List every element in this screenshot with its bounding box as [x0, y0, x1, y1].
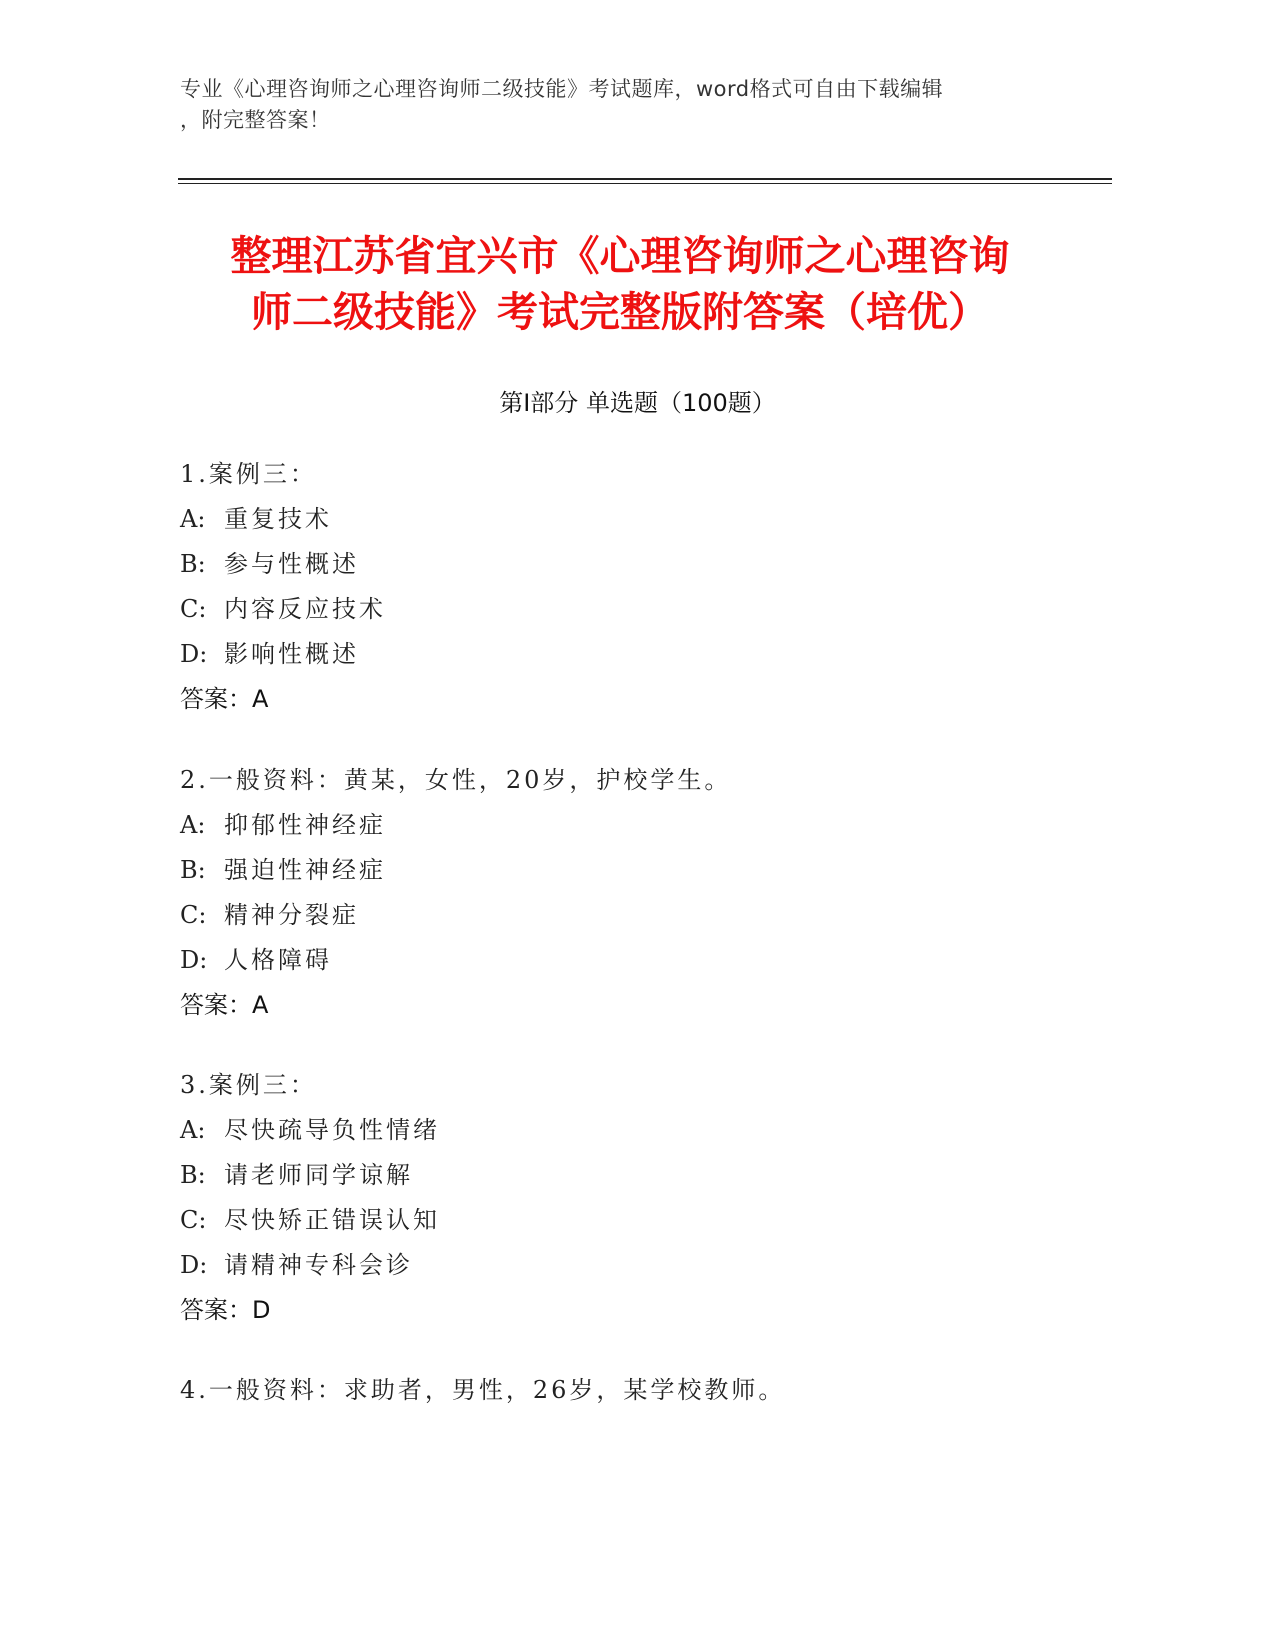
intro-line-1: 专业《心理咨询师之心理咨询师二级技能》考试题库，word格式可自由下载编辑	[180, 77, 944, 101]
option-letter: A:	[180, 1116, 206, 1144]
option-text: 尽快疏导负性情绪	[224, 1116, 440, 1144]
answer-label: 答案：D	[180, 1296, 271, 1324]
option-c	[180, 1198, 1080, 1243]
answer-label: 答案：A	[180, 991, 269, 1019]
option-c	[180, 587, 1080, 632]
option-a	[180, 1108, 1080, 1153]
option-letter: D:	[180, 946, 208, 974]
question-stem: 3.案例三：	[180, 1071, 317, 1099]
option-text: 内容反应技术	[224, 595, 386, 623]
option-letter: B:	[180, 550, 206, 578]
option-d	[180, 1243, 1080, 1288]
option-d	[180, 938, 1080, 983]
intro-line-2: ，附完整答案！	[180, 108, 331, 132]
option-text: 影响性概述	[224, 640, 359, 668]
option-text: 强迫性神经症	[224, 856, 386, 884]
option-d	[180, 632, 1080, 677]
option-text: 人格障碍	[224, 946, 332, 974]
question-4	[180, 1368, 1080, 1413]
title-line-2: 师二级技能》考试完整版附答案（培优）	[251, 288, 989, 336]
question-stem: 4.一般资料：求助者，男性，26岁，某学校教师。	[180, 1376, 786, 1404]
option-b	[180, 542, 1080, 587]
option-letter: A:	[180, 811, 206, 839]
option-letter: C:	[180, 1206, 207, 1234]
option-b	[180, 1153, 1080, 1198]
document-intro	[180, 74, 1040, 136]
option-text: 抑郁性神经症	[224, 811, 386, 839]
option-letter: A:	[180, 505, 206, 533]
option-b	[180, 848, 1080, 893]
question-3	[180, 1063, 1080, 1333]
option-text: 请精神专科会诊	[224, 1251, 413, 1279]
option-letter: C:	[180, 901, 207, 929]
option-letter: C:	[180, 595, 207, 623]
option-letter: D:	[180, 1251, 208, 1279]
question-1	[180, 452, 1080, 722]
option-c	[180, 893, 1080, 938]
option-text: 参与性概述	[224, 550, 359, 578]
question-2	[180, 758, 1080, 1028]
option-text: 重复技术	[224, 505, 332, 533]
option-letter: B:	[180, 1161, 206, 1189]
option-a	[180, 803, 1080, 848]
option-text: 尽快矫正错误认知	[224, 1206, 440, 1234]
question-stem: 2.一般资料：黄某，女性，20岁，护校学生。	[180, 766, 732, 794]
option-a	[180, 497, 1080, 542]
header-divider-thick	[178, 178, 1112, 180]
option-letter: D:	[180, 640, 208, 668]
document-title	[180, 228, 1060, 340]
question-stem: 1.案例三：	[180, 460, 317, 488]
option-text: 请老师同学谅解	[224, 1161, 413, 1189]
header-divider-thin	[178, 183, 1112, 184]
option-text: 精神分裂症	[224, 901, 359, 929]
answer-label: 答案：A	[180, 685, 269, 713]
option-letter: B:	[180, 856, 206, 884]
title-line-1: 整理江苏省宜兴市《心理咨询师之心理咨询	[230, 232, 1010, 280]
section-heading: 第Ⅰ部分 单选题（100题）	[499, 389, 776, 417]
